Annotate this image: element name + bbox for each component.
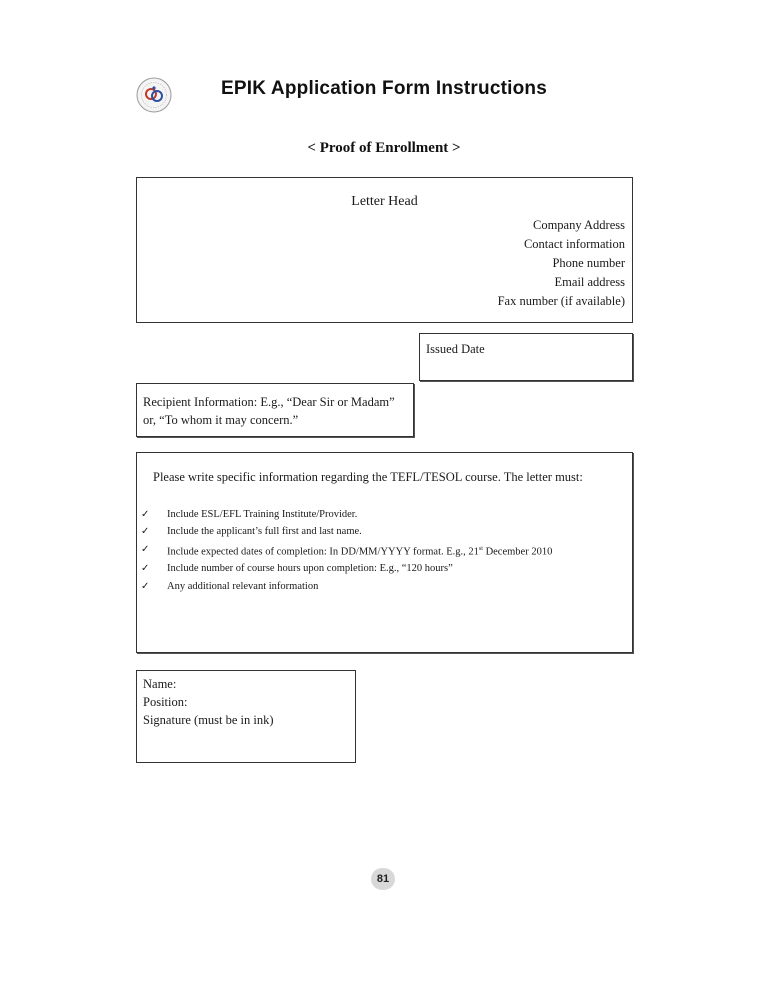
course-intro-text: Please write specific information regarding the TEFL/TESOL course. The letter must: (153, 470, 583, 484)
page-number-badge: 81 (371, 868, 395, 890)
issued-date-label: Issued Date (426, 342, 485, 356)
requirements-list (141, 506, 552, 595)
section-subtitle: < Proof of Enrollment > (307, 140, 461, 156)
recipient-line-2: or, “To whom it may concern.” (143, 413, 299, 427)
signature-fields (143, 675, 274, 729)
checkmark-icon: ✓ (141, 563, 150, 575)
list-item: ✓ Include expected dates of completion: In DD/MM/YYYY format. E.g., 21st December 2010 (141, 541, 552, 561)
letterhead-box (136, 177, 633, 323)
list-item: ✓ Any additional relevant information (141, 578, 552, 595)
recipient-info-box (136, 383, 414, 437)
checkmark-icon: ✓ (141, 580, 150, 592)
list-item: ✓ Include number of course hours upon completion: E.g., “120 hours” (141, 560, 552, 577)
recipient-line-1: Recipient Information: E.g., “Dear Sir or Madam” (143, 395, 395, 409)
list-item: ✓ Include the applicant’s full first and last name. (141, 523, 552, 540)
ordinal-suffix: st (478, 545, 483, 552)
phone-number-label: Phone number (552, 256, 625, 270)
fax-number-label: Fax number (if available) (497, 294, 625, 308)
letterhead-title: Letter Head (351, 194, 418, 209)
checkmark-icon: ✓ (141, 543, 150, 555)
checkmark-icon: ✓ (141, 526, 150, 538)
contact-information-label: Contact information (523, 237, 625, 251)
name-label: Name: (143, 677, 177, 691)
issued-date-box (419, 333, 633, 381)
page-title: EPIK Application Form Instructions (221, 78, 547, 99)
email-address-label: Email address (554, 275, 625, 289)
signature-label: Signature (must be in ink) (143, 713, 274, 727)
recipient-info-text (143, 393, 411, 429)
course-requirements-box (136, 452, 633, 653)
checkmark-icon: ✓ (141, 509, 150, 520)
signature-box (136, 670, 356, 763)
company-address-label: Company Address (532, 218, 625, 232)
position-label: Position: (143, 695, 188, 709)
list-item: ✓ Include ESL/EFL Training Institute/Provider. (141, 506, 552, 523)
letterhead-details (498, 216, 625, 311)
